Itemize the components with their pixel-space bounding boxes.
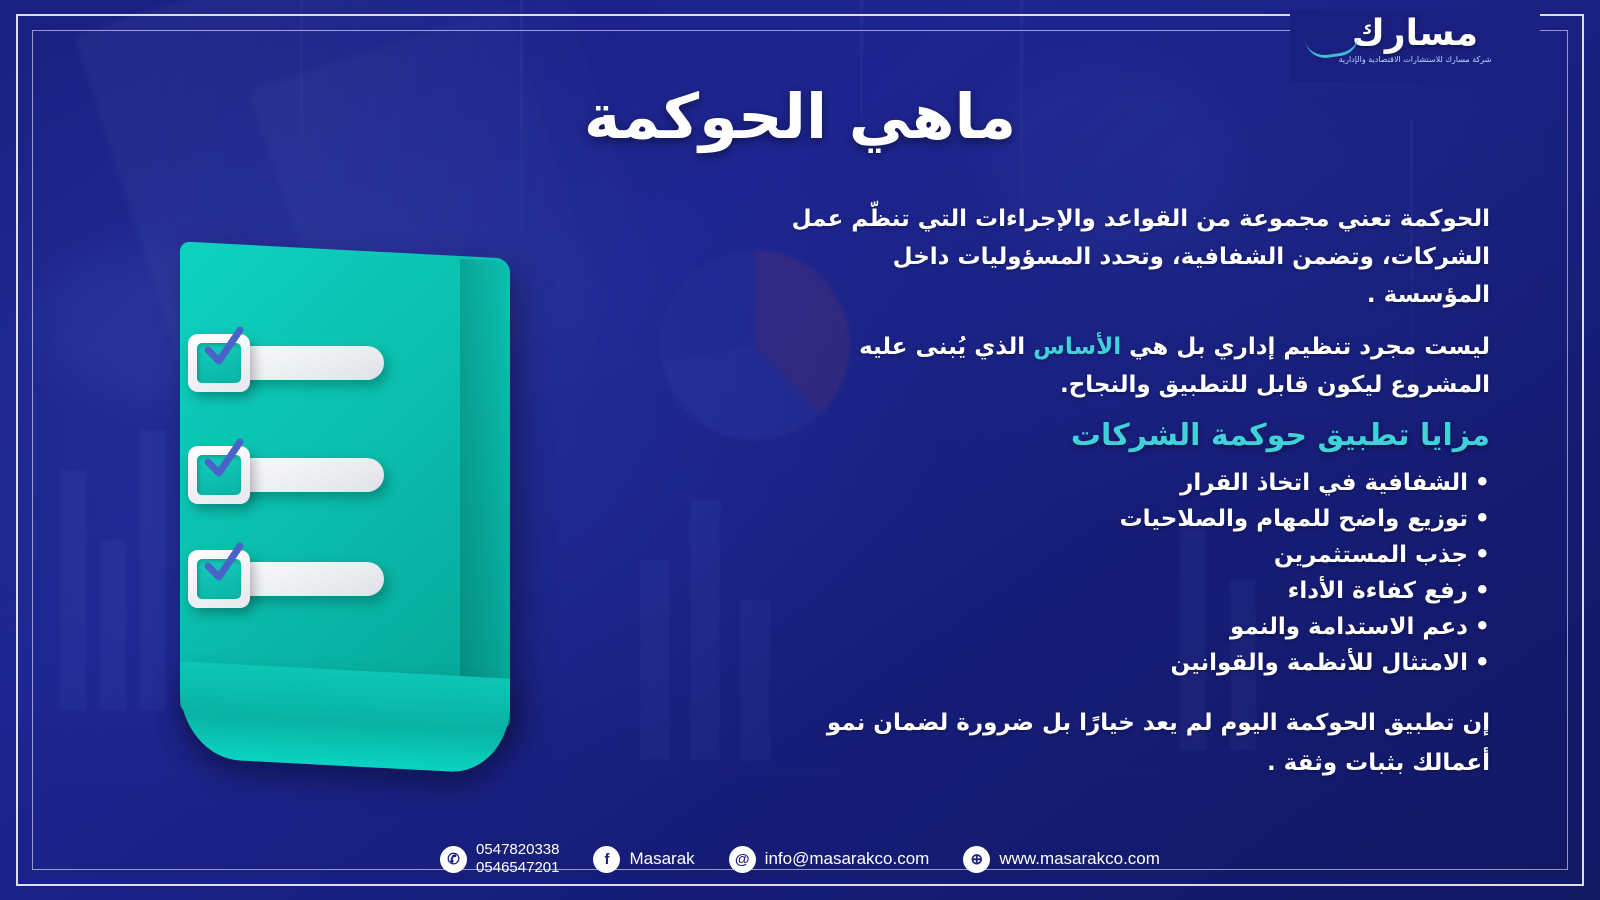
paragraph-foundation-part2: الذي يُبنى عليه المشروع ليكون قابل للتطبيق والنجاح. (859, 334, 1490, 398)
footer-phone-1: 0547820338 (476, 841, 560, 858)
checkbox (188, 334, 250, 392)
logo-tagline: شركة مسارك للاستشارات الاقتصادية والإدارية (1338, 55, 1492, 64)
footer-website-label: www.masarakco.com (999, 849, 1160, 868)
checklist-row (198, 446, 478, 508)
footer-facebook-label: Masarak (629, 849, 695, 868)
checklist-row (198, 550, 478, 612)
footer-contact-bar (0, 836, 1600, 882)
globe-icon: ⊕ (963, 846, 990, 873)
list-item: • دعم الاستدامة والنمو (790, 609, 1490, 645)
check-icon (204, 326, 244, 372)
paragraph-foundation (790, 328, 1490, 404)
footer-facebook[interactable] (593, 846, 694, 873)
checkbox (188, 446, 250, 504)
facebook-icon: f (593, 846, 620, 873)
checklist-paper-curl (180, 661, 510, 774)
benefits-list (790, 465, 1490, 681)
list-item: • رفع كفاءة الأداء (790, 573, 1490, 609)
page-title: ماهي الحوكمة (583, 80, 1017, 153)
checkbox (188, 550, 250, 608)
brand-logo (1290, 10, 1540, 82)
email-icon: @ (729, 846, 756, 873)
paragraph-foundation-part1: ليست مجرد تنظيم إداري بل هي (1121, 334, 1490, 360)
footer-phone (440, 841, 559, 877)
section-subheading: مزايا تطبيق حوكمة الشركات (1070, 418, 1490, 453)
checklist-row (198, 334, 478, 396)
footer-phone-2: 0546547201 (476, 859, 560, 876)
check-icon (204, 438, 244, 484)
content-column (790, 200, 1490, 783)
checklist-illustration (150, 250, 520, 750)
logo-wordmark: مسارك (1351, 13, 1479, 54)
footer-email[interactable] (729, 846, 930, 873)
check-icon (204, 542, 244, 588)
list-item: • الامتثال للأنظمة والقوانين (790, 645, 1490, 681)
footer-website[interactable] (963, 846, 1160, 873)
footer-email-label: info@masarakco.com (764, 849, 930, 868)
list-item: • الشفافية في اتخاذ القرار (790, 465, 1490, 501)
list-item: • جذب المستثمرين (790, 537, 1490, 573)
paragraph-foundation-highlight: الأساس (1033, 334, 1122, 360)
phone-icon: ✆ (440, 846, 467, 873)
closing-statement: إن تطبيق الحوكمة اليوم لم يعد خيارًا بل ضرورة لضمان نمو أعمالك بثبات وثقة . (826, 710, 1490, 776)
list-item: • توزيع واضح للمهام والصلاحيات (790, 501, 1490, 537)
paragraph-definition: الحوكمة تعني مجموعة من القواعد والإجراءات التي تنظّم عمل الشركات، وتضمن الشفافية، وتحدد المسؤوليات داخل المؤسسة . (791, 206, 1490, 308)
